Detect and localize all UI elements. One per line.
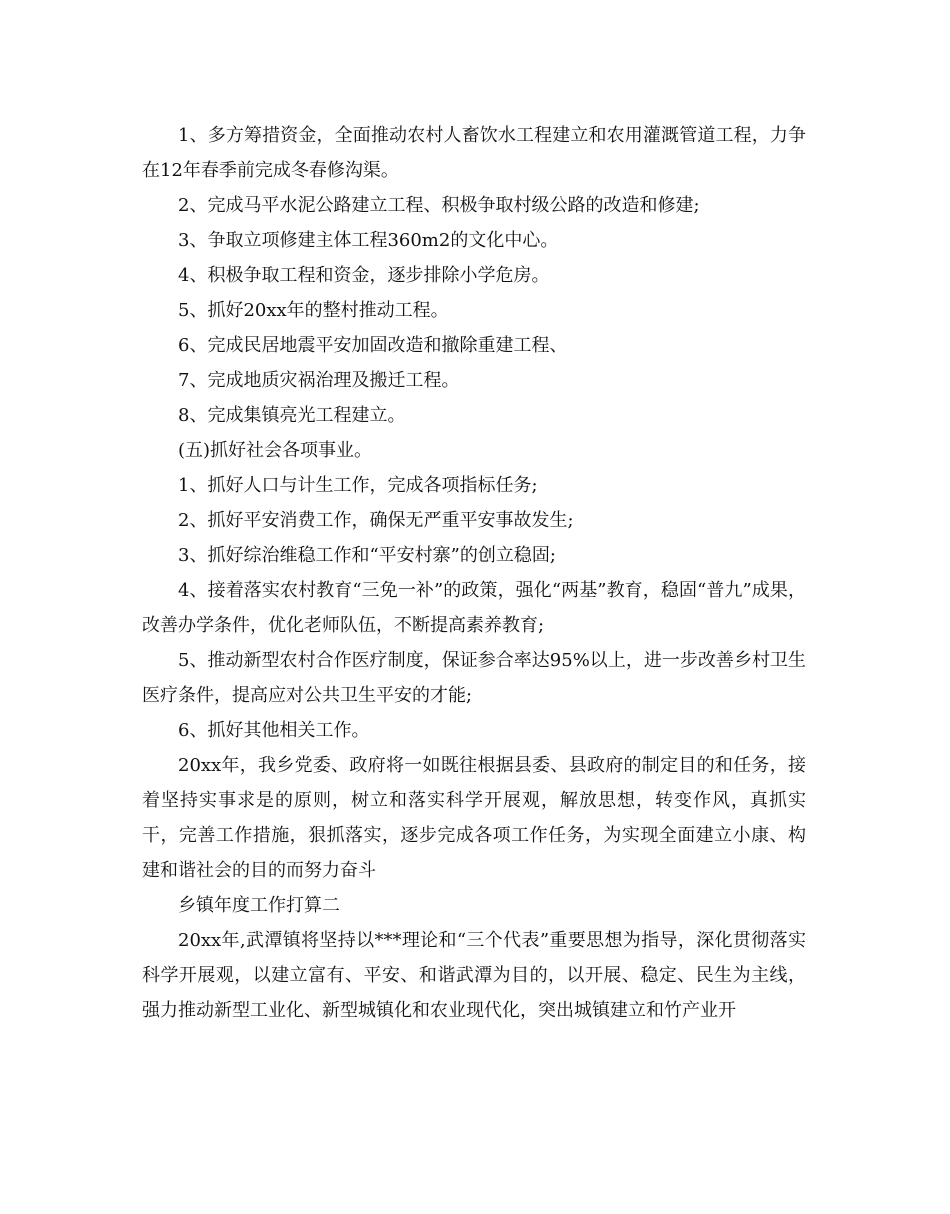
paragraph-14: 6、抓好其他相关工作。 <box>178 720 370 741</box>
section-heading-social: (五)抓好社会各项事业。 <box>178 440 373 461</box>
paragraph-1: 1、多方筹措资金，全面推动农村人畜饮水工程建立和农用灌溉管道工程，力争在12年春季前完成冬春修沟渠。 <box>142 125 806 181</box>
paragraph-7: 7、完成地质灾祸治理及搬迁工程。 <box>178 370 460 391</box>
paragraph-8: 8、完成集镇亮光工程建立。 <box>178 405 406 426</box>
paragraph-11: 3、抓好综治维稳工作和“平安村寨”的创立稳固; <box>178 545 556 566</box>
paragraph-4: 4、积极争取工程和资金，逐步排除小学危房。 <box>178 265 550 286</box>
paragraph-3: 3、争取立项修建主体工程360m2的文化中心。 <box>178 230 559 251</box>
section-heading-plan-two: 乡镇年度工作打算二 <box>178 895 340 916</box>
paragraph-15: 20xx年，我乡党委、政府将一如既往根据县委、县政府的制定目的和任务，接着坚持实事求是的原则，树立和落实科学开展观，解放思想，转变作风，真抓实干，完善工作措施，狠抓落实，逐步完成各项工作任务，为实现全面建立小康、构建和谐社会的目的而努力奋斗 <box>142 755 806 881</box>
paragraph-12: 4、接着落实农村教育“三免一补”的政策，强化“两基”教育，稳固“普九”成果，改善办学条件，优化老师队伍，不断提高素养教育; <box>142 580 806 636</box>
paragraph-5: 5、抓好20xx年的整村推动工程。 <box>178 300 449 321</box>
paragraph-2: 2、完成马平水泥公路建立工程、积极争取村级公路的改造和修建; <box>178 195 700 216</box>
document-body <box>142 118 806 1028</box>
paragraph-6: 6、完成民居地震平安加固改造和撤除重建工程、 <box>178 335 568 356</box>
paragraph-10: 2、抓好平安消费工作，确保无严重平安事故发生; <box>178 510 574 531</box>
paragraph-13: 5、推动新型农村合作医疗制度，保证参合率达95%以上，进一步改善乡村卫生医疗条件，提高应对公共卫生平安的才能; <box>142 650 806 706</box>
paragraph-16: 20xx年,武潭镇将坚持以***理论和“三个代表”重要思想为指导，深化贯彻落实科学开展观，以建立富有、平安、和谐武潭为目的，以开展、稳定、民生为主线，强力推动新型工业化、新型城镇化和农业现代化，突出城镇建立和竹产业开 <box>142 930 806 1021</box>
paragraph-9: 1、抓好人口与计生工作，完成各项指标任务; <box>178 475 538 496</box>
